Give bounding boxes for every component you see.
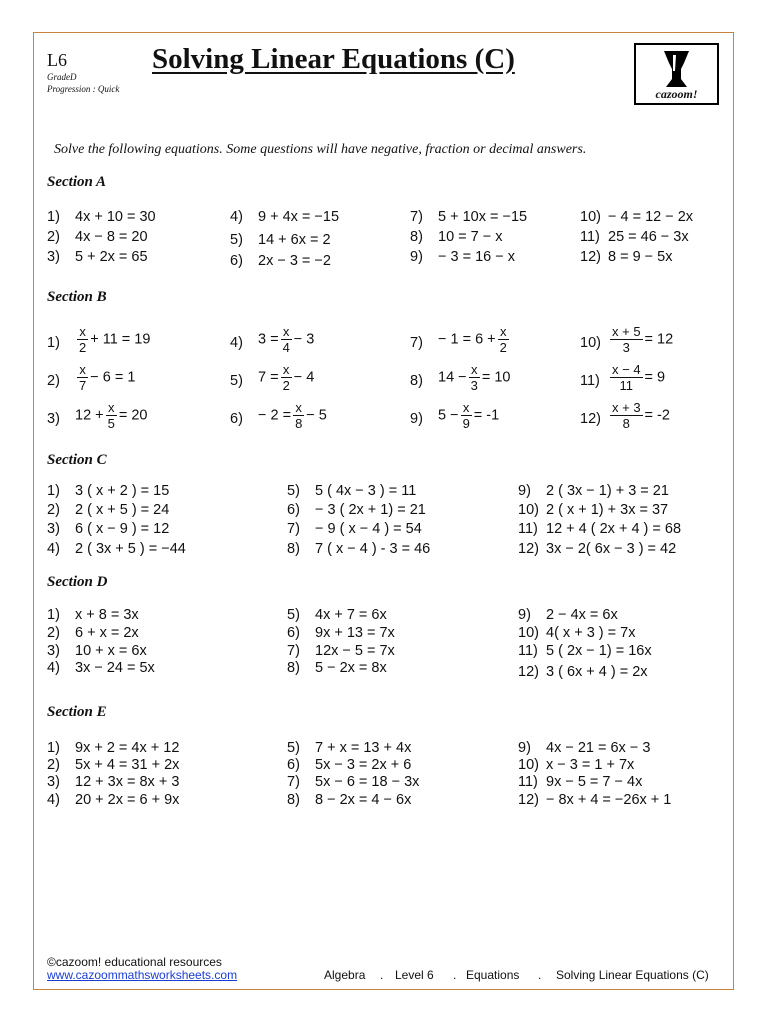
- question-equation: 6 + x = 2x: [75, 625, 139, 641]
- question-equation: − 3 ( 2x + 1) = 21: [315, 502, 426, 518]
- question-equation: [75, 324, 150, 355]
- equation-part: = 10: [481, 369, 511, 386]
- equation-part: − 1 = 6 +: [438, 331, 496, 348]
- level-label: L6: [47, 50, 67, 70]
- question-equation: − 4 = 12 − 2x: [608, 209, 694, 225]
- equation-part: = 12: [644, 331, 674, 348]
- question-equation: − 9 ( x − 4 ) = 54: [315, 521, 422, 537]
- footer-worksheet: Solving Linear Equations (C): [556, 968, 709, 982]
- question-equation: 2 ( x + 5 ) = 24: [75, 502, 170, 518]
- fraction-denominator: 3: [470, 378, 478, 393]
- fraction-numerator: x − 4: [612, 362, 641, 377]
- question-equation: 4( x + 3 ) = 7x: [546, 625, 636, 641]
- question-number: 5): [287, 607, 300, 623]
- question-equation: 6 ( x − 9 ) = 12: [75, 521, 170, 537]
- fraction-numerator: x: [281, 324, 292, 340]
- footer-strand: Equations: [466, 968, 520, 982]
- fraction-denominator: 8: [295, 416, 303, 431]
- question-equation: 4x − 21 = 6x − 3: [546, 740, 651, 756]
- question-number: 4): [230, 335, 243, 351]
- fraction-numerator: x + 3: [612, 400, 641, 415]
- question-number: 3): [47, 774, 60, 790]
- question-equation: 14 + 6x = 2: [258, 232, 331, 248]
- footer-separator: .: [538, 968, 542, 982]
- equation-part: = 20: [118, 407, 148, 424]
- question-equation: [258, 324, 314, 355]
- fraction-numerator: x: [77, 362, 88, 378]
- equation-part: − 6 = 1: [90, 369, 136, 386]
- question-number: 10): [518, 502, 539, 518]
- question-equation: 5x − 6 = 18 − 3x: [315, 774, 420, 790]
- question-number: 3): [47, 249, 60, 265]
- fraction: [610, 324, 643, 355]
- question-equation: 9x + 13 = 7x: [315, 625, 395, 641]
- question-equation: 3 ( 6x + 4 ) = 2x: [546, 664, 648, 680]
- question-number: 11): [518, 774, 538, 790]
- question-equation: 5 + 10x = −15: [438, 209, 528, 225]
- question-equation: 20 + 2x = 6 + 9x: [75, 792, 180, 808]
- fraction-numerator: x: [293, 400, 304, 416]
- question-number: 9): [518, 607, 531, 623]
- fraction-denominator: 5: [107, 416, 115, 431]
- question-equation: x + 8 = 3x: [75, 607, 139, 623]
- question-number: 4): [47, 541, 60, 557]
- equation-part: = 9: [644, 369, 666, 386]
- question-number: 1): [47, 740, 60, 756]
- question-equation: [438, 324, 511, 355]
- section-d-title: Section D: [47, 574, 108, 590]
- instructions: Solve the following equations. Some questions will have negative, fraction or decimal answers.: [54, 142, 587, 157]
- question-number: 9): [410, 249, 423, 265]
- question-number: 4): [230, 209, 243, 225]
- question-equation: [258, 362, 314, 393]
- question-number: 11): [518, 521, 538, 537]
- question-equation: 5 − 2x = 8x: [315, 660, 387, 676]
- equation-part: 7 =: [258, 369, 279, 386]
- question-equation: [608, 400, 670, 431]
- question-equation: [258, 400, 327, 431]
- website-link[interactable]: [47, 968, 237, 982]
- question-number: 8): [410, 229, 423, 245]
- page-title: Solving Linear Equations (C): [152, 43, 515, 75]
- footer-separator: .: [453, 968, 457, 982]
- fraction-denominator: 2: [499, 340, 507, 355]
- equation-part: = -2: [644, 407, 670, 424]
- question-equation: [608, 324, 673, 355]
- question-number: 10): [518, 625, 539, 641]
- question-equation: 7 ( x − 4 ) - 3 = 46: [315, 541, 431, 557]
- question-equation: 12 + 3x = 8x + 3: [75, 774, 180, 790]
- question-number: 7): [410, 335, 423, 351]
- question-equation: 5 ( 4x − 3 ) = 11: [315, 483, 417, 499]
- question-equation: [608, 362, 665, 393]
- question-equation: 5x + 4 = 31 + 2x: [75, 757, 180, 773]
- footer-topic: Algebra: [324, 968, 366, 982]
- question-equation: 2 ( 3x − 1) + 3 = 21: [546, 483, 669, 499]
- question-equation: 9x − 5 = 7 − 4x: [546, 774, 643, 790]
- fraction: [293, 400, 304, 431]
- question-number: 6): [230, 411, 243, 427]
- question-number: 12): [518, 792, 539, 808]
- question-number: 8): [287, 541, 300, 557]
- question-number: 5): [287, 740, 300, 756]
- question-equation: [75, 362, 135, 393]
- logo-cup-icon: [636, 47, 717, 91]
- fraction: [281, 362, 292, 393]
- fraction-numerator: x: [469, 362, 480, 378]
- question-number: 3): [47, 643, 60, 659]
- question-number: 1): [47, 335, 60, 351]
- question-number: 9): [518, 740, 531, 756]
- progression-label: Progression : Quick: [47, 84, 120, 94]
- question-number: 4): [47, 792, 60, 808]
- question-equation: 10 = 7 − x: [438, 229, 503, 245]
- question-equation: x − 3 = 1 + 7x: [546, 757, 635, 773]
- question-number: 2): [47, 757, 60, 773]
- question-number: 1): [47, 607, 60, 623]
- fraction-numerator: x: [461, 400, 472, 416]
- question-equation: 10 + x = 6x: [75, 643, 147, 659]
- fraction: [610, 400, 643, 431]
- fraction-denominator: 7: [79, 378, 87, 393]
- question-number: 7): [287, 521, 300, 537]
- question-number: 6): [287, 502, 300, 518]
- question-equation: 2x − 3 = −2: [258, 253, 331, 269]
- question-number: 9): [518, 483, 531, 499]
- section-a-title: Section A: [47, 174, 107, 190]
- copyright-text: ©cazoom! educational resources: [47, 955, 222, 969]
- question-number: 12): [518, 664, 539, 680]
- question-equation: 5x − 3 = 2x + 6: [315, 757, 412, 773]
- fraction-numerator: x + 5: [612, 324, 641, 339]
- question-number: 5): [230, 232, 243, 248]
- equation-part: − 5: [306, 407, 327, 424]
- question-number: 11): [580, 373, 600, 389]
- question-number: 12): [580, 249, 601, 265]
- footer-level: Level 6: [395, 968, 434, 982]
- question-number: 10): [580, 335, 601, 351]
- question-equation: − 3 = 16 − x: [438, 249, 515, 265]
- question-number: 12): [580, 411, 601, 427]
- question-equation: [438, 362, 510, 393]
- question-equation: 3x − 2( 6x − 3 ) = 42: [546, 541, 677, 557]
- question-equation: 4x − 8 = 20: [75, 229, 148, 245]
- fraction: [610, 362, 643, 393]
- question-number: 9): [410, 411, 423, 427]
- question-equation: 7 + x = 13 + 4x: [315, 740, 412, 756]
- question-equation: 9x + 2 = 4x + 12: [75, 740, 180, 756]
- fraction: [469, 362, 480, 393]
- question-number: 7): [287, 643, 300, 659]
- question-equation: 3x − 24 = 5x: [75, 660, 155, 676]
- fraction: [77, 362, 88, 393]
- website-link-text[interactable]: www.cazoommathsworksheets.com: [47, 968, 238, 982]
- equation-part: + 11 = 19: [90, 331, 151, 348]
- fraction: [77, 324, 88, 355]
- question-number: 4): [47, 660, 60, 676]
- question-equation: 25 = 46 − 3x: [608, 229, 689, 245]
- question-number: 2): [47, 229, 60, 245]
- question-equation: 4x + 10 = 30: [75, 209, 156, 225]
- question-number: 11): [518, 643, 538, 659]
- question-equation: [75, 400, 147, 431]
- question-number: 8): [410, 373, 423, 389]
- fraction: [461, 400, 472, 431]
- fraction-denominator: 9: [462, 416, 470, 431]
- fraction-numerator: x: [281, 362, 292, 378]
- question-number: 11): [580, 229, 600, 245]
- question-equation: 12x − 5 = 7x: [315, 643, 395, 659]
- question-number: 2): [47, 625, 60, 641]
- question-equation: 12 + 4 ( 2x + 4 ) = 68: [546, 521, 682, 537]
- question-number: 5): [287, 483, 300, 499]
- question-number: 6): [287, 757, 300, 773]
- question-equation: − 8x + 4 = −26x + 1: [546, 792, 672, 808]
- question-number: 1): [47, 209, 60, 225]
- question-number: 10): [518, 757, 539, 773]
- fraction-denominator: 3: [622, 340, 630, 355]
- question-number: 6): [287, 625, 300, 641]
- question-number: 1): [47, 483, 60, 499]
- question-equation: 5 ( 2x − 1) = 16x: [546, 643, 652, 659]
- question-equation: 4x + 7 = 6x: [315, 607, 387, 623]
- question-equation: 2 ( 3x + 5 ) = −44: [75, 541, 186, 557]
- question-number: 10): [580, 209, 601, 225]
- question-number: 7): [410, 209, 423, 225]
- equation-part: 12 +: [75, 407, 104, 424]
- question-number: 3): [47, 521, 60, 537]
- question-number: 2): [47, 502, 60, 518]
- grade-label: GradeD: [47, 72, 77, 82]
- fraction-denominator: 2: [79, 340, 87, 355]
- question-equation: 2 − 4x = 6x: [546, 607, 618, 623]
- fraction-denominator: 8: [622, 416, 630, 431]
- fraction-numerator: x: [498, 324, 509, 340]
- question-number: 3): [47, 411, 60, 427]
- question-number: 5): [230, 373, 243, 389]
- equation-part: 3 =: [258, 331, 279, 348]
- fraction: [106, 400, 117, 431]
- fraction: [281, 324, 292, 355]
- equation-part: − 2 =: [258, 407, 292, 424]
- equation-part: 5 −: [438, 407, 459, 424]
- question-equation: [438, 400, 499, 431]
- question-number: 7): [287, 774, 300, 790]
- question-number: 8): [287, 792, 300, 808]
- question-equation: 5 + 2x = 65: [75, 249, 148, 265]
- question-equation: 8 = 9 − 5x: [608, 249, 673, 265]
- question-equation: 9 + 4x = −15: [258, 209, 340, 225]
- section-b-title: Section B: [47, 289, 107, 305]
- question-number: 12): [518, 541, 539, 557]
- fraction-denominator: 4: [282, 340, 290, 355]
- question-equation: 2 ( x + 1) + 3x = 37: [546, 502, 669, 518]
- fraction-numerator: x: [77, 324, 88, 340]
- footer-separator: .: [380, 968, 384, 982]
- cazoom-logo: [634, 43, 719, 105]
- question-equation: 8 − 2x = 4 − 6x: [315, 792, 412, 808]
- equation-part: − 4: [293, 369, 315, 386]
- question-number: 8): [287, 660, 300, 676]
- equation-part: 14 −: [438, 369, 467, 386]
- logo-text: cazoom!: [655, 87, 698, 101]
- fraction-numerator: x: [106, 400, 117, 416]
- section-c-title: Section C: [47, 452, 107, 468]
- equation-part: − 3: [293, 331, 315, 348]
- fraction: [498, 324, 509, 355]
- fraction-denominator: 11: [619, 378, 634, 393]
- question-number: 2): [47, 373, 60, 389]
- fraction-denominator: 2: [282, 378, 290, 393]
- question-number: 6): [230, 253, 243, 269]
- question-equation: 3 ( x + 2 ) = 15: [75, 483, 170, 499]
- section-e-title: Section E: [47, 704, 107, 720]
- equation-part: = -1: [473, 407, 500, 424]
